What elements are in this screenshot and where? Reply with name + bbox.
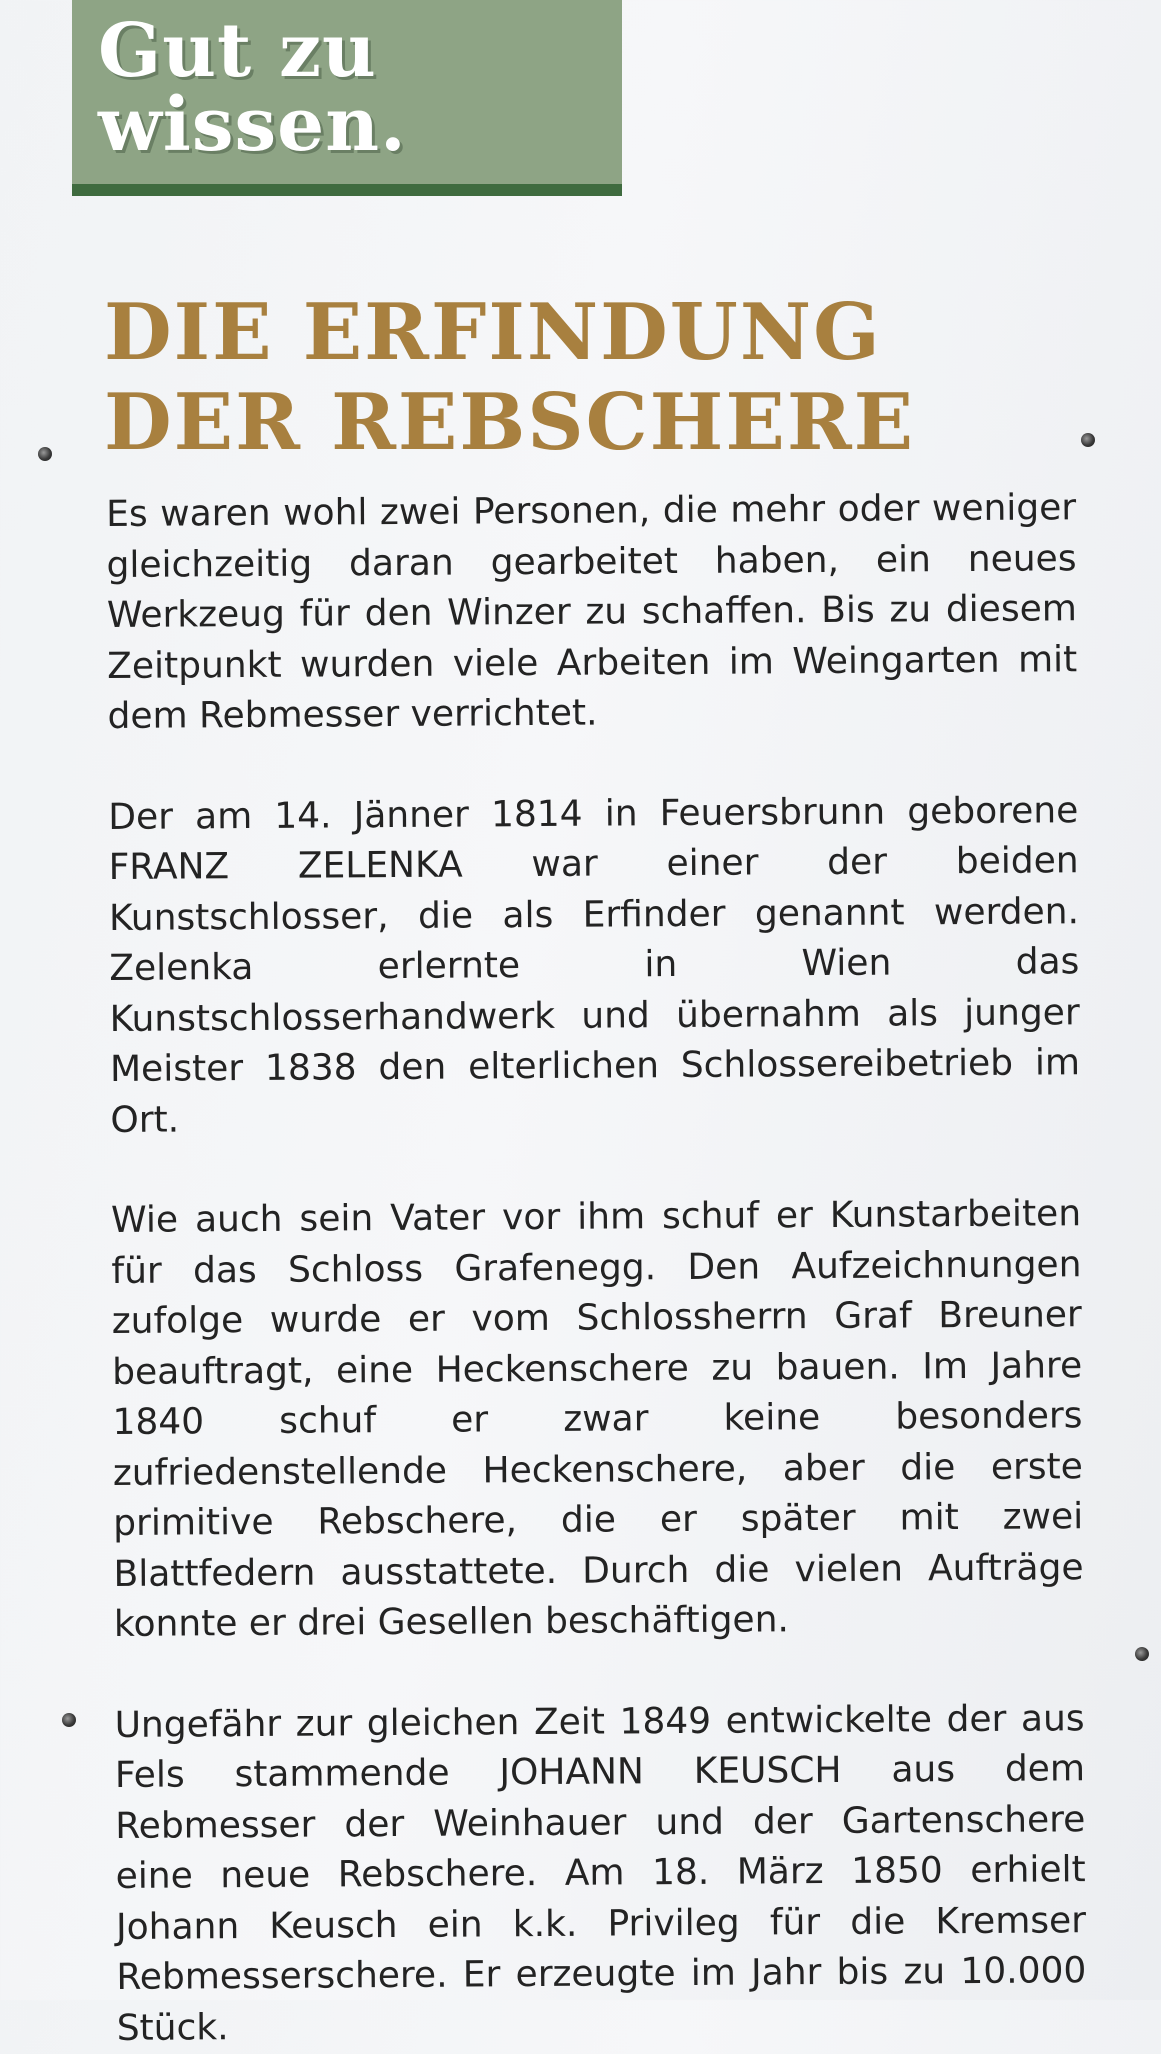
paragraph-3: Wie auch sein Vater vor ihm schuf er Kunstarbeiten für das Schloss Grafenegg. Den Aufzeichnungen zufolge wurde er vom Schlossherrn Graf Breuner beauftragt, eine Heckenschere zu bauen. Im Jahre 1840 schuf er zwar keine besonders zufriedenstellende Heckenschere, aber die erste primitive Rebschere, die er später mit zwei Blattfedern ausstattete. Durch die vielen Aufträge konnte er drei Gesellen beschäftigen. (110, 1193, 1084, 1645)
headline-line-2: DER REBSCHERE (104, 377, 916, 468)
badge-line-2: wissen. (98, 82, 407, 168)
sign-body (106, 483, 1087, 2054)
badge-label (98, 8, 618, 168)
paragraph-1: Es waren wohl zwei Personen, die mehr oder weniger gleichzeitig daran gearbeitet haben, ein neues Werkzeug für den Winzer zu schaffen. Bis zu diesem Zeitpunkt wurden viele Arbeiten im Weingarten mit dem Rebmesser verrichtet. (106, 487, 1078, 737)
sign-headline (104, 288, 1104, 468)
gut-zu-wissen-badge (72, 0, 622, 196)
paragraph-4: Ungefähr zur gleichen Zeit 1849 entwickelte der aus Fels stammende JOHANN KEUSCH aus dem Rebmesser der Weinhauer und der Gartenschere eine neue Rebschere. Am 18. März 1850 erhielt Johann Keusch ein k.k. Privileg für die Kremser Rebmesserschere. Er erzeugte im Jahr bis zu 10.000 Stück. (114, 1697, 1087, 2049)
screw-head-left-upper (38, 447, 52, 461)
screw-head-right-upper (1081, 433, 1095, 447)
badge-line-1: Gut zu (98, 8, 377, 94)
paragraph-2: Der am 14. Jänner 1814 in Feuersbrunn geborene FRANZ ZELENKA war einer der beiden Kunstschlosser, die als Erfinder genannt werden. Zelenka erlernte in Wien das Kunstschlosserhandwerk und übernahm als junger Meister 1838 den elterlichen Schlossereibetrieb im Ort. (108, 789, 1081, 1141)
screw-head-left-lower (62, 1713, 76, 1727)
screw-head-right-lower (1135, 1647, 1149, 1661)
headline-line-1: DIE ERFINDUNG (104, 287, 882, 378)
